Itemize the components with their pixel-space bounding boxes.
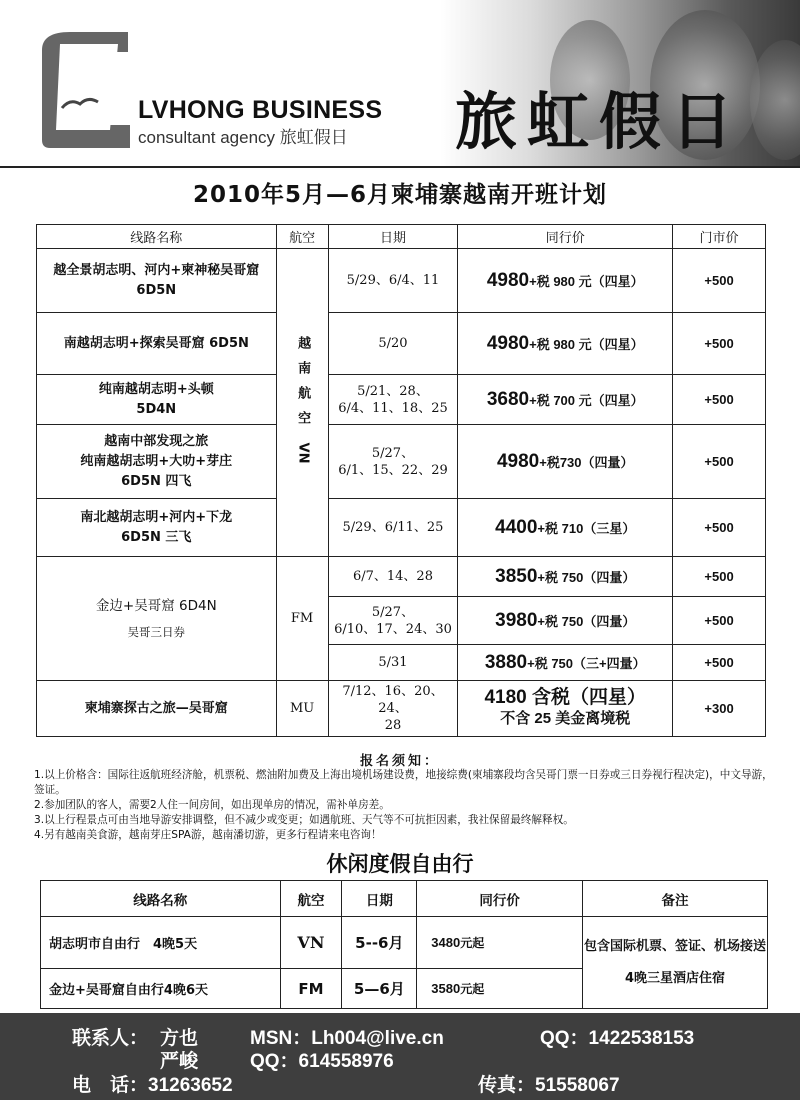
price-tax: +税730（四量）: [539, 454, 634, 470]
brand-sub-en: consultant agency: [138, 128, 276, 147]
brand-subtitle: [138, 123, 382, 148]
contact-person-2: 严峻: [160, 1051, 199, 1072]
dates-cell: 6/7、14、28: [328, 557, 458, 597]
retail-cell: +500: [673, 557, 766, 597]
route-cell: 南越胡志明+探索吴哥窟 6D5N: [37, 313, 277, 375]
route-cell: [37, 557, 277, 681]
table-row: [37, 425, 766, 499]
plan-title: 2010年5月—6月柬埔寨越南开班计划: [192, 182, 608, 208]
route-line: 金边+吴哥窟 6D4N: [95, 597, 217, 614]
big-brand-title: 旅虹假日: [455, 85, 744, 158]
col-retail-price: 门市价: [673, 225, 766, 249]
price-number: 4980: [486, 269, 530, 291]
notice-item: 3.以上行程景点可由当地导游安排调整，但不减少或变更；如遇航班、天气等不可抗拒因素，我社保留最终解释权。: [34, 814, 574, 826]
notice-title: 报名须知：: [359, 754, 440, 769]
table-row: [37, 249, 766, 313]
col-airline: 航空: [276, 225, 328, 249]
price-line: 不含 25 美金离境税: [500, 710, 631, 727]
route-cell: [37, 425, 277, 499]
header: [0, 0, 800, 168]
header-divider: [0, 166, 800, 168]
dates-cell: 5/20: [328, 313, 458, 375]
free-travel-table: [40, 880, 768, 1009]
dates-cell: 5--6月: [342, 917, 417, 969]
col-trade-price: 同行价: [417, 881, 583, 917]
agency-logo-icon: [40, 30, 135, 150]
price-number: 3980: [495, 609, 538, 631]
qq-contact-1[interactable]: QQ：1422538153: [540, 1028, 695, 1049]
dates-line: 5/21、28、: [357, 383, 429, 399]
retail-cell: +500: [673, 645, 766, 681]
table-row: [37, 557, 766, 597]
col-trade-price: 同行价: [458, 225, 673, 249]
price-cell: [458, 557, 673, 597]
dates-line: 7/12、16、20、24、: [342, 684, 444, 716]
route-line: 越南中部发现之旅: [104, 433, 209, 449]
price-tax: +税 750（三+四量）: [527, 655, 646, 671]
route-cell: [37, 375, 277, 425]
dates-line: 5/27、: [371, 604, 415, 620]
dates-cell: 5/29、6/4、11: [328, 249, 458, 313]
price-number: 4980: [496, 450, 540, 472]
price-tax: +税 750（四量）: [537, 613, 636, 629]
price-line: 4180 含税（四星）: [484, 687, 647, 708]
dates-cell: 5/29、6/11、25: [328, 499, 458, 557]
retail-cell: +300: [673, 681, 766, 737]
price-cell: [458, 375, 673, 425]
price-cell: [458, 313, 673, 375]
airline-cell: FM: [280, 969, 342, 1009]
price-cell: [458, 645, 673, 681]
plan-header-row: [37, 225, 766, 249]
table-row: [37, 313, 766, 375]
airline-vn-code: VN: [295, 442, 311, 463]
price-number: 4980: [486, 332, 530, 354]
price-number: 4400: [495, 516, 538, 538]
free-header-row: [41, 881, 768, 917]
retail-cell: +500: [673, 313, 766, 375]
dates-cell: 5/31: [328, 645, 458, 681]
route-line: 纯南越胡志明+头顿: [98, 381, 214, 397]
msn-contact[interactable]: MSN：Lh004@live.cn: [250, 1028, 444, 1049]
col-dates: 日期: [342, 881, 417, 917]
airline-mu-cell: MU: [276, 681, 328, 737]
table-row: [37, 375, 766, 425]
dates-line: 6/4、11、18、25: [338, 400, 448, 416]
price-cell: [417, 917, 583, 969]
price-cell: [417, 969, 583, 1009]
route-cell: 柬埔寨探古之旅—吴哥窟: [37, 681, 277, 737]
col-route: 线路名称: [37, 225, 277, 249]
remark-line: 4晚三星酒店住宿: [624, 970, 725, 986]
phone-contact[interactable]: 电 话：31263652: [72, 1075, 233, 1096]
notice-item: 4.另有越南美食游，越南芽庄SPA游，越南潘切游，更多行程请来电咨询！: [34, 829, 382, 841]
price-cell: [458, 681, 673, 737]
retail-cell: +500: [673, 249, 766, 313]
price-cell: [458, 499, 673, 557]
price-number: 3480: [431, 935, 461, 950]
dates-line: 6/1、15、22、29: [338, 462, 448, 478]
retail-cell: +500: [673, 597, 766, 645]
retail-cell: +500: [673, 499, 766, 557]
airline-vn-name: 越南航空: [295, 335, 311, 436]
airline-vn-cell: [276, 249, 328, 557]
dates-cell: [328, 597, 458, 645]
col-dates: 日期: [328, 225, 458, 249]
remark-cell: [582, 917, 767, 1009]
table-row: [37, 499, 766, 557]
airline-fm-cell: FM: [276, 557, 328, 681]
price-cell: [458, 425, 673, 499]
price-number: 3850: [495, 565, 538, 587]
table-row: [41, 917, 768, 969]
dates-cell: [328, 681, 458, 737]
dates-line: 6/10、17、24、30: [334, 621, 452, 637]
qq-contact-2[interactable]: QQ：614558976: [250, 1051, 394, 1072]
table-row: [37, 681, 766, 737]
route-line: 5D4N: [136, 401, 177, 417]
route-note: 吴哥三日券: [127, 624, 186, 639]
col-route: 线路名称: [41, 881, 281, 917]
price-cell: [458, 249, 673, 313]
price-cell: [458, 597, 673, 645]
free-travel-title: 休闲度假自由行: [326, 852, 474, 876]
price-tax: +税 750（四量）: [537, 569, 636, 585]
brand-sub-cn: 旅虹假日: [279, 128, 348, 147]
notice-item: 2.参加团队的客人，需要2人住一间房间，如出现单房的情况，需补单房差。: [34, 799, 390, 811]
price-unit: 元起: [460, 936, 485, 950]
route-line: 南北越胡志明+河内+下龙: [80, 509, 233, 525]
contact-footer: [0, 1013, 800, 1100]
price-number: 3880: [484, 651, 528, 673]
brand-block: [138, 96, 382, 148]
notice-list: [34, 768, 774, 843]
remark-line: 包含国际机票、签证、机场接送: [583, 938, 766, 954]
price-tax: +税 710（三星）: [537, 520, 636, 536]
route-cell: 越全景胡志明、河内+柬神秘吴哥窟 6D5N: [37, 249, 277, 313]
contact-label: 联系人：: [72, 1028, 149, 1049]
col-remark: 备注: [582, 881, 767, 917]
airline-cell: VN: [280, 917, 342, 969]
price-number: 3580: [431, 981, 461, 996]
fax-contact: 传真：51558067: [478, 1075, 620, 1096]
dates-cell: [328, 425, 458, 499]
route-cell: 金边+吴哥窟自由行4晚6天: [41, 969, 281, 1009]
contact-person-1: 方也: [160, 1028, 199, 1049]
route-line: 6D5N 四飞: [121, 473, 192, 489]
notice-item: 1.以上价格含：国际往返航班经济舱，机票税、燃油附加费及上海出境机场建设费，地接综费(柬埔寨段均含吴哥门票一日券或三日券视行程决定)，中文导游，签证。: [34, 769, 773, 796]
price-tax: +税 700 元（四星）: [529, 392, 644, 408]
price-number: 3680: [486, 388, 530, 410]
route-cell: [37, 499, 277, 557]
col-airline: 航空: [280, 881, 342, 917]
dates-line: 5/27、: [371, 445, 415, 461]
dates-cell: 5—6月: [342, 969, 417, 1009]
route-cell: 胡志明市自由行 4晚5天: [41, 917, 281, 969]
dates-line: 28: [384, 718, 402, 733]
price-unit: 元起: [460, 982, 485, 996]
price-tax: +税 980 元（四星）: [529, 336, 644, 352]
retail-cell: +500: [673, 425, 766, 499]
brand-name-en: LVHONG BUSINESS: [138, 96, 383, 124]
route-line: 纯南越胡志明+大叻+芽庄: [80, 453, 233, 469]
plan-table: [36, 224, 766, 737]
price-tax: +税 980 元（四星）: [529, 273, 644, 289]
retail-cell: +500: [673, 375, 766, 425]
route-line: 6D5N 三飞: [121, 529, 192, 545]
dates-cell: [328, 375, 458, 425]
